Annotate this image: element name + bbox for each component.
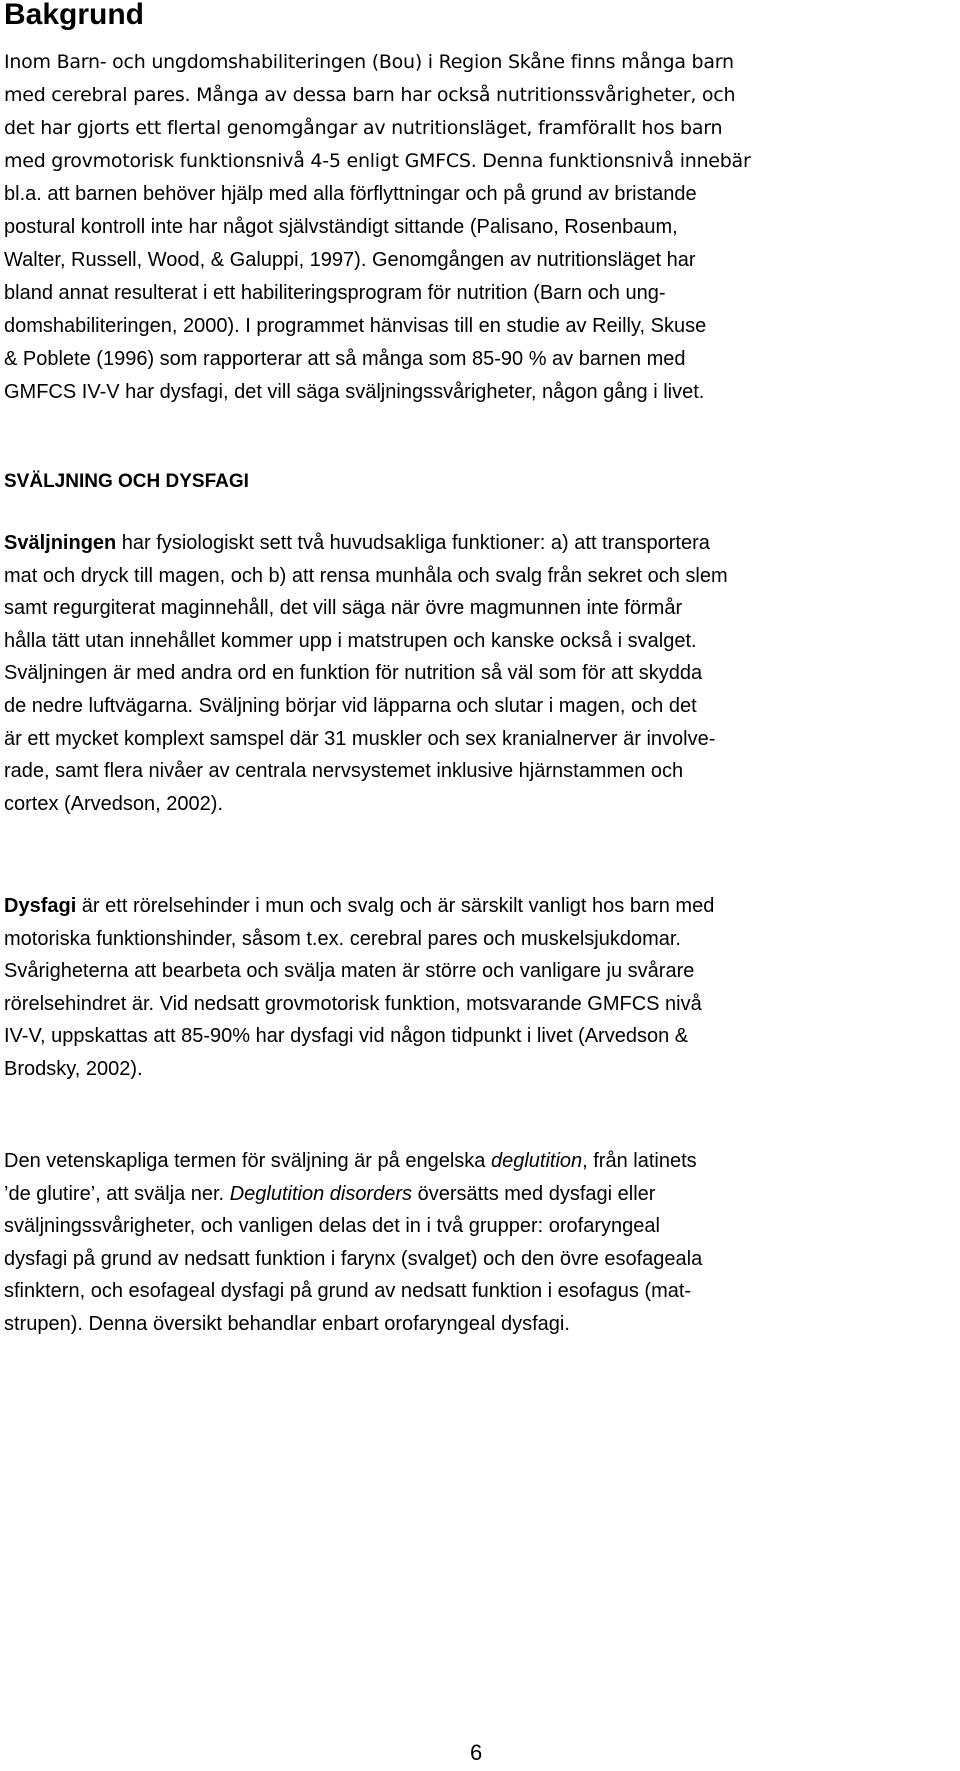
text-span: , från latinets [582,1150,697,1172]
text-line: domshabiliteringen, 2000). I programmet hänvisas till en studie av Reilly, Skuse [4,315,707,337]
text-span: ’de glutire’, att svälja ner. [4,1182,230,1205]
term-deglutition-disorders: Deglutition disorders [229,1182,413,1205]
text-line: det har gjorts ett flertal genomgångar av nutritionsläget, framförallt hos barn [4,117,723,139]
text-span: Den vetenskapliga termen för sväljning är på engelska [4,1150,491,1172]
text-line: är ett mycket komplext samspel där 31 muskler och sex kranialnerver är involve- [4,727,716,750]
text-line: Walter, Russell, Wood, & Galuppi, 1997). Genomgången av nutritionsläget har [4,249,696,271]
text-line: mat och dryck till magen, och b) att rensa munhåla och svalg från sekret och slem [4,564,728,587]
term-dysfagi: Dysfagi [4,895,77,917]
dysphagia-paragraph [4,890,944,1086]
page-number: 6 [470,1740,483,1765]
page-heading: Bakgrund [4,0,145,31]
text-line: bl.a. att barnen behöver hjälp med alla förflyttningar och på grund av bristande [4,183,697,205]
text-line [4,890,944,923]
text-line: med cerebral pares. Många av dessa barn har också nutritionssvårigheter, och [4,84,736,106]
text-line: med grovmotorisk funktionsnivå 4-5 enligt GMFCS. Denna funktionsnivå innebär [4,150,751,172]
text-line: IV-V, uppskattas att 85-90% har dysfagi vid någon tidpunkt i livet (Arvedson & [4,1025,689,1048]
text-line: Brodsky, 2002). [4,1057,143,1080]
text-line: strupen). Denna översikt behandlar enbart orofaryngeal dysfagi. [4,1312,570,1335]
text-line: Sväljningen är med andra ord en funktion för nutrition så väl som för att skydda [4,662,703,685]
text-line: samt regurgiterat maginnehåll, det vill säga när övre magmunnen inte förmår [4,597,683,620]
text-line: dysfagi på grund av nedsatt funktion i farynx (svalget) och den övre esofageala [4,1247,703,1270]
text-line: motoriska funktionshinder, såsom t.ex. cerebral pares och muskelsjukdomar. [4,927,681,950]
text-line: sväljningssvårigheter, och vanligen delas det in i två grupper: orofaryngeal [4,1215,660,1238]
text-line: cortex (Arvedson, 2002). [4,792,223,815]
swallowing-paragraph [4,527,944,820]
text-line [4,527,944,560]
text-line: & Poblete (1996) som rapporterar att så många som 85-90 % av barnen med [4,348,686,370]
text-line: GMFCS IV-V har dysfagi, det vill säga sväljningssvårigheter, någon gång i livet. [4,381,705,403]
text-line: Inom Barn- och ungdomshabiliteringen (Bou) i Region Skåne finns många barn [4,51,734,73]
text-line: Svårigheterna att bearbeta och svälja maten är större och vanligare ju svårare [4,960,695,983]
text-line: de nedre luftvägarna. Sväljning börjar vid läpparna och slutar i magen, och det [4,694,697,717]
section-title: SVÄLJNING OCH DYSFAGI [4,471,249,492]
text-line: sfinktern, och esofageal dysfagi på grund av nedsatt funktion i esofagus (mat- [4,1280,692,1303]
intro-paragraph [4,46,939,409]
terminology-paragraph [4,1145,944,1341]
text-line [4,1145,944,1178]
text-line: rörelsehindret är. Vid nedsatt grovmotorisk funktion, motsvarande GMFCS nivå [4,992,702,1015]
text-span: är ett rörelsehinder i mun och svalg och är särskilt vanligt hos barn med [76,895,715,917]
text-span: översätts med dysfagi eller [412,1182,656,1205]
text-line: hålla tätt utan innehållet kommer upp i matstrupen och kanske också i svalget. [4,629,697,652]
term-deglutition: deglutition [490,1150,583,1172]
text-line: bland annat resulterat i ett habiliteringsprogram för nutrition (Barn och ung- [4,282,666,304]
text-line: postural kontroll inte har något självständigt sittande (Palisano, Rosenbaum, [4,216,678,238]
text-line [4,1178,944,1211]
term-svaljningen: Sväljningen [4,532,117,554]
text-span: har fysiologiskt sett två huvudsakliga funktioner: a) att transportera [116,532,710,554]
text-line: rade, samt flera nivåer av centrala nervsystemet inklusive hjärnstammen och [4,760,684,783]
